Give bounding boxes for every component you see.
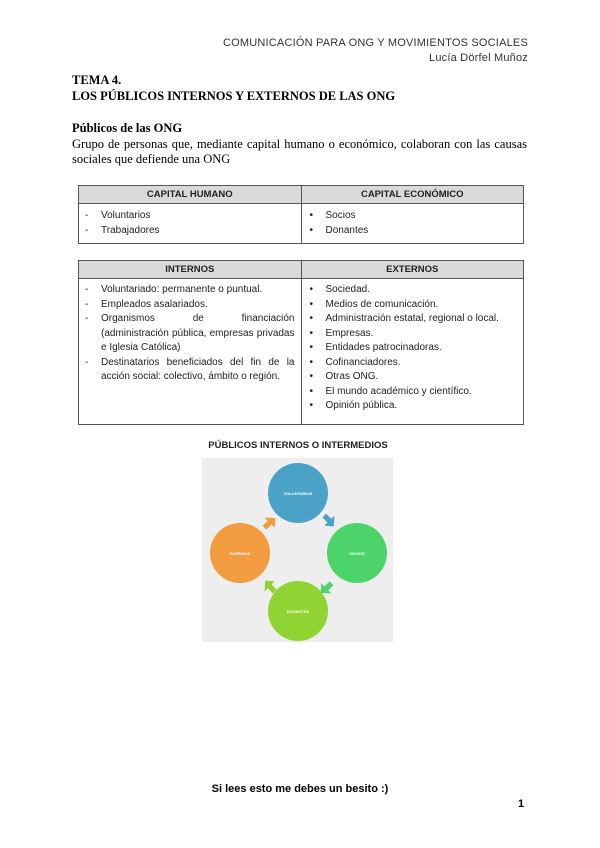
list-item: - Destinatarios beneficiados del fin de la acción social: colectivo, ámbito o región.	[83, 356, 295, 385]
section-title: Públicos de las ONG	[72, 121, 183, 135]
header-capital-economico: CAPITAL ECONÓMICO	[301, 186, 524, 204]
externos-cell	[301, 279, 524, 425]
arrow-top-right-icon	[321, 511, 339, 529]
arrow-bottom-left-icon	[260, 578, 278, 596]
list-item: • Entidades patrocinadoras.	[308, 341, 518, 356]
list-item: - Trabajadores	[83, 224, 295, 239]
list-item: - Voluntarios	[83, 209, 295, 224]
node-socios: SOCIOS	[327, 523, 387, 583]
publicos-table	[78, 260, 524, 425]
section-text: Grupo de personas que, mediante capital humano o económico, colaboran con las causas sociales que defiende una ONG	[72, 137, 527, 166]
capital-humano-cell	[79, 204, 302, 244]
author-name: Lucía Dörfel Muñoz	[429, 52, 528, 64]
header-externos: EXTERNOS	[301, 261, 524, 279]
node-voluntarios: VOLUNTARIOS	[268, 463, 328, 523]
list-item: - Voluntariado: permanente o puntual.	[83, 283, 295, 298]
header-capital-humano: CAPITAL HUMANO	[79, 186, 302, 204]
capital-economico-cell	[301, 204, 524, 244]
list-item: - Empleados asalariados.	[83, 298, 295, 313]
list-item: • Donantes	[308, 224, 518, 239]
arrow-top-left-icon	[260, 513, 278, 531]
node-padrinos: PADRINOS	[210, 523, 270, 583]
topic-number: TEMA 4.	[72, 73, 122, 87]
list-item: • Sociedad.	[308, 283, 518, 298]
list-item: • Opinión pública.	[308, 399, 518, 414]
list-item: • Socios	[308, 209, 518, 224]
list-item: • El mundo académico y científico.	[308, 385, 518, 400]
cycle-diagram-title: PÚBLICOS INTERNOS O INTERMEDIOS	[208, 440, 388, 451]
footer-note: Si lees esto me debes un besito :)	[211, 783, 389, 795]
list-item: • Medios de comunicación.	[308, 298, 518, 313]
list-item: • Otras ONG.	[308, 370, 518, 385]
list-item: • Administración estatal, regional o local.	[308, 312, 518, 327]
list-item: - Organismos de financiación (administración pública, empresas privadas e Iglesia Católica)	[83, 312, 295, 356]
page-number: 1	[518, 798, 525, 810]
course-title: COMUNICACIÓN PARA ONG Y MOVIMIENTOS SOCIALES	[222, 37, 528, 49]
list-item: • Empresas.	[308, 327, 518, 342]
cycle-diagram	[202, 458, 393, 642]
topic-title: LOS PÚBLICOS INTERNOS Y EXTERNOS DE LAS ONG	[72, 89, 396, 103]
list-item: • Cofinanciadores.	[308, 356, 518, 371]
header-internos: INTERNOS	[79, 261, 302, 279]
capital-table	[78, 185, 524, 244]
arrow-bottom-right-icon	[318, 580, 336, 598]
internos-cell	[79, 279, 302, 425]
node-donantes: DONANTES	[268, 581, 328, 641]
